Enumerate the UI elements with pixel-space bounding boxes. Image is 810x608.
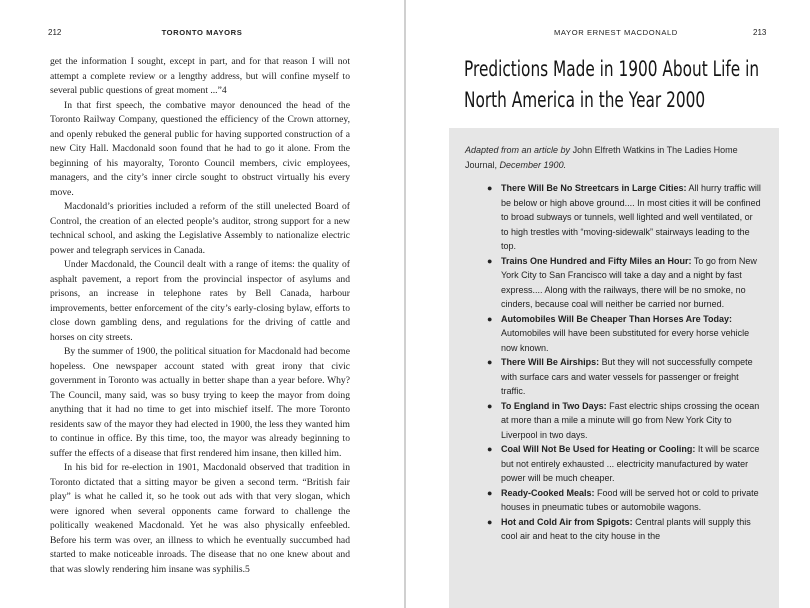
intro-date: December 1900. (497, 159, 567, 170)
bullet-icon: ● (487, 487, 493, 498)
sidebar-intro (465, 143, 765, 172)
list-item (449, 254, 779, 312)
list-item (449, 181, 779, 254)
predictions-list (449, 181, 779, 544)
bullet-icon: ● (487, 357, 493, 367)
running-head: MAYOR ERNEST MACDONALD (554, 28, 678, 37)
bullet-icon: ● (487, 255, 493, 266)
list-item (449, 312, 779, 356)
list-item (449, 442, 779, 486)
list-item (449, 399, 779, 443)
sidebar-title: Predictions Made in 1900 About Life in North America in the Year 2000 (464, 57, 760, 112)
prediction-heading: Trains One Hundred and Fifty Miles an Hour: (501, 255, 692, 266)
paragraph: In that first speech, the combative mayor denounced the head of the Toronto Railway Company, questioned the efficiency of the Crown attorney, and openly rebuked the general public for having supported construction of a new City Hall. Macdonald soon found that he had to go it alone. From the beginning of his mayoralty, Toronto Council members, civic employees, managers, and the city’s inner circle sought to obstruct virtually his every move. (50, 99, 350, 198)
right-page (406, 0, 810, 608)
prediction-heading: To England in Two Days: (501, 400, 607, 411)
predictions-sidebar (449, 128, 779, 608)
paragraph: Macdonald’s priorities included a reform of the still unelected Board of Control, the creation of an elected people’s auditor, strong support for a new technical school, and asking the Legislative Assembly to nationalize electric power and telegraph services in Canada. (50, 201, 350, 256)
prediction-text: Food will be served hot or cold to private houses in pneumatic tubes or automobile wagons. (501, 487, 759, 512)
intro-prefix: Adapted from an article by (465, 145, 571, 155)
list-item (449, 515, 779, 544)
prediction-heading: Coal Will Not Be Used for Heating or Cooling: (501, 444, 696, 454)
intro-author: John Elfreth Watkins in (570, 145, 667, 155)
bullet-icon: ● (487, 183, 493, 193)
list-item (449, 486, 779, 515)
list-item (449, 355, 779, 399)
body-text (50, 55, 350, 577)
paragraph: In his bid for re-election in 1901, Macdonald observed that tradition in Toronto dictated that a sitting mayor be given a second term. “British fair play” is what he called it, so he took out ads with that very slogan, which were ignored when several opponents came forward to challenge the politically weakened Macdonald. Yet he was also physically enfeebled. Before his term was over, an illness to which he eventually succumbed had started to make noticeable inroads. The disease that no one knew about and that was slowly rendering him insane was syphilis.5 (50, 462, 350, 575)
bullet-icon: ● (487, 516, 493, 527)
prediction-text: Automobiles will have been substituted for every horse vehicle now known. (501, 328, 750, 353)
prediction-heading: There Will Be No Streetcars in Large Cities: (501, 183, 687, 193)
prediction-heading: There Will Be Airships: (501, 357, 600, 367)
prediction-text: But they will not successfully compete with surface cars and water vessels for passenger or freight traffic. (501, 357, 753, 396)
paragraph: get the information I sought, except in part, and for that reason I will not attempt a complete review or a lengthy address, but will confine myself to several public questions of great moment ...”4 (50, 56, 350, 96)
prediction-text: Fast electric ships crossing the ocean at more than a mile a minute will go from New York City to Liverpool in two days. (501, 400, 760, 440)
paragraph: By the summer of 1900, the political situation for Macdonald had become hopeless. One newspaper account stated with great irony that civic government in Toronto was actually in better shape than a year before. Why? The Council, many said, was so busy trying to keep the mayor from doing anything that it had no time to get into mischief itself. The more Toronto residents saw of the mayor they had elected in 1900, the less they wanted him to continue in office. By this time, too, the mayor was already beginning to suffer the effects of a disease that first rendered him insane, then killed him. (50, 346, 350, 459)
page-number: 212 (48, 28, 62, 37)
intro-publication: The Ladies Home Journal, (465, 145, 738, 170)
prediction-text: To go from New York City to San Francisco will take a day and a night by fast express.... Along with the railways, there will be no smoke, no cinders, because coal will neither be carried nor burned. (501, 255, 757, 309)
running-head: TORONTO MAYORS (161, 28, 243, 37)
bullet-icon: ● (487, 400, 493, 411)
prediction-heading: Hot and Cold Air from Spigots: (501, 516, 633, 527)
prediction-heading: Automobiles Will Be Cheaper Than Horses Are Today: (501, 313, 732, 324)
prediction-text: It will be scarce but not entirely exhausted ... electricity manufactured by water power will be much cheaper. (501, 444, 760, 483)
paragraph: Under Macdonald, the Council dealt with a range of items: the quality of asphalt pavement, a report from the provincial inspector of asylums and prisons, an increase in telephone rates by Bell Canada, harbour improvements, better enforcement of the city’s early-closing bylaw, efforts to close down gambling dens, and regulations for the driving of cattle and horses on city streets. (50, 259, 350, 343)
prediction-text: All hurry traffic will be below or high above ground.... In most cities it will be confined to broad subways or tunnels, well lighted and well ventilated, or to high trestles with “moving-sidewalk” stairways leading to the top. (501, 183, 761, 251)
left-page (0, 0, 404, 608)
bullet-icon: ● (487, 444, 493, 454)
prediction-text: Central plants will supply this cool air and heat to the city house in the (501, 516, 751, 541)
bullet-icon: ● (487, 313, 493, 324)
page-number: 213 (753, 28, 767, 37)
prediction-heading: Ready-Cooked Meals: (501, 487, 595, 498)
